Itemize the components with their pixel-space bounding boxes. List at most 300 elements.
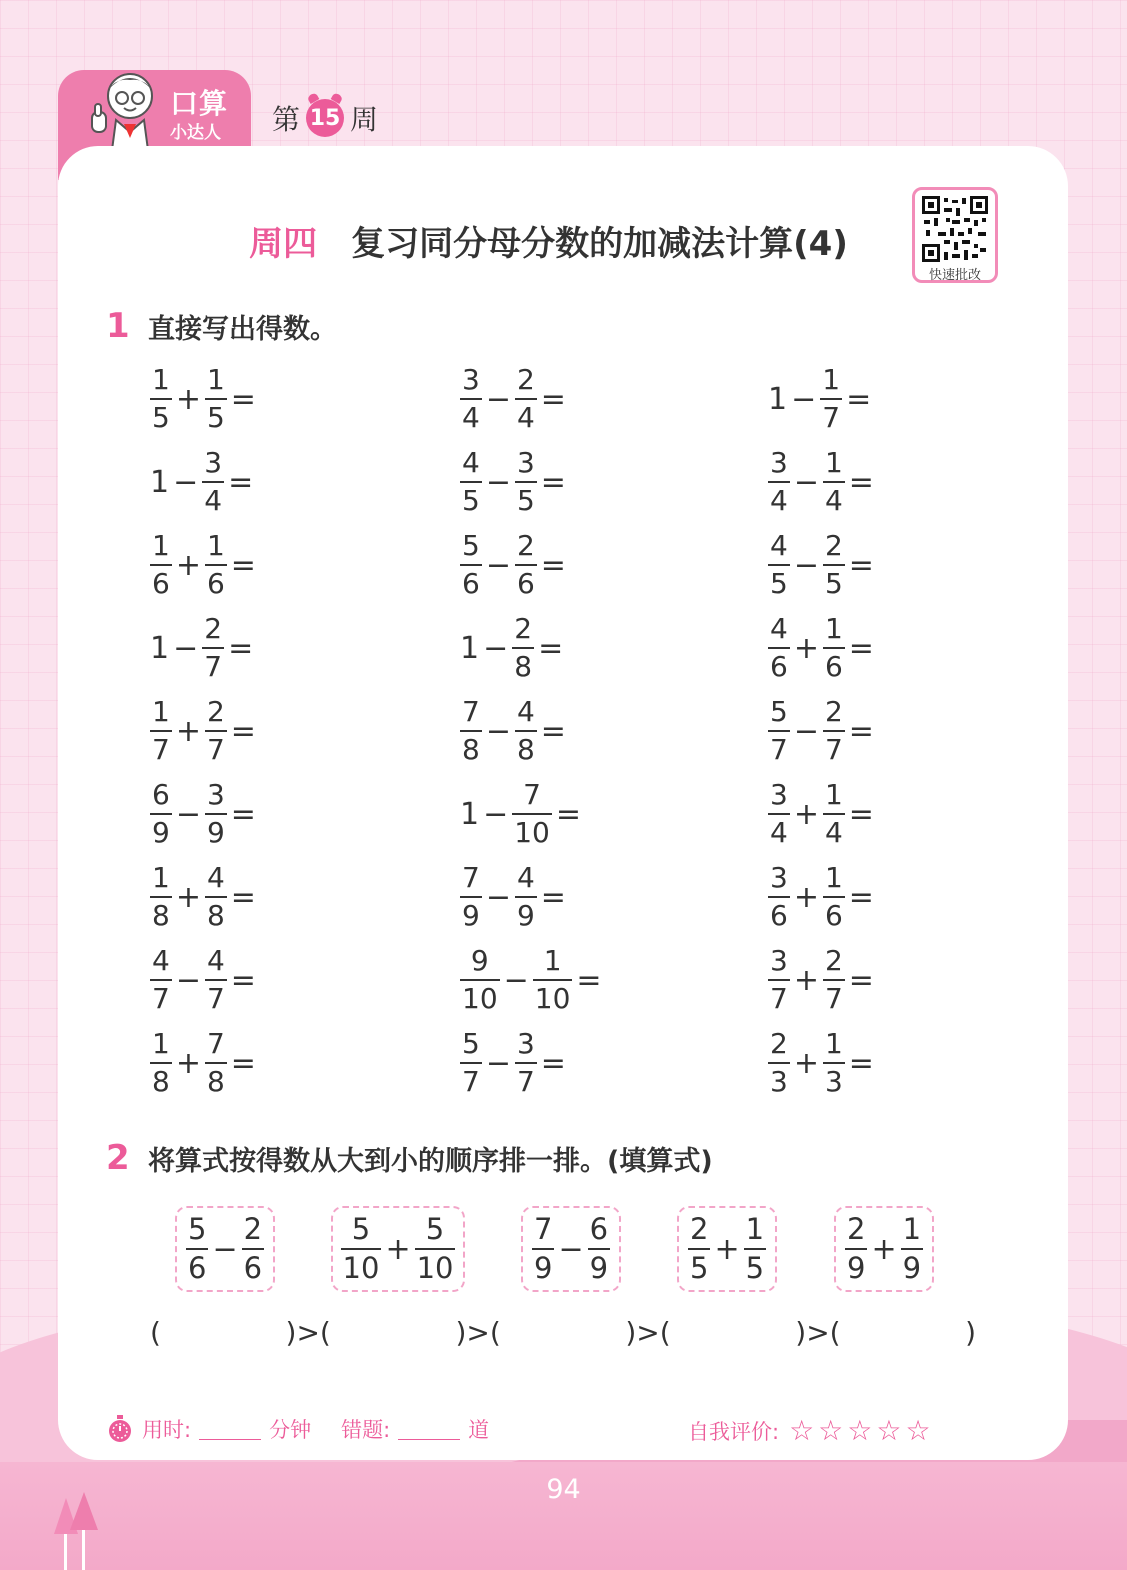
- numerator: 3: [770, 446, 788, 479]
- operator: −: [503, 962, 529, 998]
- operator: +: [175, 879, 201, 915]
- equals-sign: =: [555, 796, 582, 832]
- problem-item[interactable]: [148, 945, 258, 1015]
- expression-option-box: [677, 1206, 777, 1292]
- numerator: 2: [204, 612, 223, 645]
- denominator: 8: [152, 1065, 170, 1098]
- denominator: 6: [187, 1251, 207, 1285]
- expression-option-box: [521, 1206, 621, 1292]
- fraction: [768, 529, 790, 600]
- equals-sign: =: [848, 713, 874, 749]
- whole-number: 1: [460, 796, 480, 832]
- fraction-bar: [823, 813, 845, 815]
- operator: +: [175, 547, 201, 583]
- denominator: 8: [514, 650, 533, 683]
- problem-item[interactable]: [766, 364, 873, 434]
- equals-sign: =: [848, 879, 874, 915]
- fraction: [744, 1212, 766, 1285]
- fraction: [820, 363, 842, 434]
- fraction: [150, 944, 172, 1015]
- fraction: [150, 1027, 172, 1098]
- numerator: 7: [462, 695, 480, 728]
- numerator: 1: [206, 529, 225, 562]
- denominator: 7: [204, 650, 223, 683]
- fraction: [515, 446, 537, 517]
- fraction-bar: [202, 481, 224, 483]
- numerator: 4: [516, 861, 535, 894]
- numerator: 5: [351, 1212, 371, 1246]
- denominator: 9: [206, 816, 225, 849]
- equals-sign: =: [848, 630, 874, 666]
- numerator: 3: [204, 446, 223, 479]
- section-1-instruction: 直接写出得数。: [148, 313, 337, 345]
- problem-item[interactable]: [148, 779, 258, 849]
- operator: −: [485, 464, 511, 500]
- denominator: 10: [534, 982, 571, 1015]
- fraction-bar: [205, 896, 227, 898]
- fraction: [512, 778, 552, 849]
- fraction: [688, 1212, 710, 1285]
- numerator: 1: [152, 363, 170, 396]
- numerator: 3: [462, 363, 480, 396]
- equals-sign: =: [230, 879, 256, 915]
- equals-sign: =: [228, 630, 254, 666]
- fraction-bar: [688, 1248, 710, 1250]
- equals-sign: =: [230, 962, 256, 998]
- fraction: [415, 1212, 456, 1285]
- numerator: 1: [152, 529, 170, 562]
- fraction-bar: [512, 813, 552, 815]
- fraction-bar: [744, 1248, 766, 1250]
- problem-item[interactable]: [458, 613, 565, 683]
- denominator: 4: [770, 484, 788, 517]
- denominator: 6: [770, 650, 788, 683]
- operator: +: [175, 1045, 201, 1081]
- fraction-bar: [823, 564, 845, 566]
- operator: −: [793, 547, 819, 583]
- fraction: [515, 529, 537, 600]
- fraction-bar: [588, 1248, 610, 1250]
- operator: +: [714, 1231, 740, 1267]
- operator: −: [791, 381, 817, 417]
- problem-item[interactable]: [148, 862, 258, 932]
- fraction-bar: [823, 730, 845, 732]
- rating-label: 自我评价:: [688, 1419, 780, 1444]
- fraction: [512, 612, 534, 683]
- fraction: [768, 612, 790, 683]
- fraction: [205, 778, 227, 849]
- denominator: 9: [533, 1251, 553, 1285]
- whole-number: 1: [460, 630, 480, 666]
- numerator: 3: [770, 861, 788, 894]
- operator: +: [793, 879, 819, 915]
- numerator: 4: [770, 529, 788, 562]
- fraction-bar: [820, 398, 842, 400]
- fraction-bar: [768, 979, 790, 981]
- fraction-bar: [150, 398, 172, 400]
- problem-item[interactable]: [766, 945, 876, 1015]
- numerator: 4: [206, 944, 225, 977]
- numerator: 2: [824, 529, 843, 562]
- denominator: 4: [462, 401, 480, 434]
- numerator: 2: [243, 1212, 263, 1246]
- fraction: [768, 446, 790, 517]
- equals-sign: =: [848, 547, 874, 583]
- problem-item[interactable]: [148, 613, 255, 683]
- problem-item[interactable]: [148, 364, 258, 434]
- numerator: 5: [770, 695, 788, 728]
- fraction: [901, 1212, 923, 1285]
- fraction: [150, 861, 172, 932]
- fraction: [150, 778, 172, 849]
- fraction: [532, 1212, 554, 1285]
- equals-sign: =: [848, 962, 874, 998]
- denominator: 4: [516, 401, 535, 434]
- denominator: 6: [824, 650, 843, 683]
- operator: +: [793, 796, 819, 832]
- tab-title: 口算: [170, 87, 229, 120]
- numerator: 6: [589, 1212, 609, 1246]
- fraction-bar: [460, 730, 482, 732]
- operator: −: [212, 1231, 238, 1267]
- numerator: 2: [514, 612, 533, 645]
- fraction-bar: [768, 647, 790, 649]
- fraction: [823, 861, 845, 932]
- fraction-bar: [205, 730, 227, 732]
- denominator: 7: [206, 733, 225, 766]
- equals-sign: =: [848, 1045, 874, 1081]
- operator: −: [485, 1045, 511, 1081]
- denominator: 9: [462, 899, 480, 932]
- fraction: [205, 529, 227, 600]
- time-label: 用时:: [142, 1418, 192, 1442]
- numerator: 5: [187, 1212, 207, 1246]
- numerator: 1: [152, 695, 170, 728]
- numerator: 2: [824, 695, 843, 728]
- fraction-bar: [768, 730, 790, 732]
- fraction-bar: [205, 813, 227, 815]
- fraction-bar: [150, 730, 172, 732]
- numerator: 2: [770, 1027, 788, 1060]
- qr-code-icon: [922, 196, 988, 262]
- fraction: [515, 861, 537, 932]
- fraction-bar: [768, 813, 790, 815]
- fraction: [823, 695, 845, 766]
- fraction: [460, 363, 482, 434]
- operator: +: [793, 630, 819, 666]
- operator: −: [793, 464, 819, 500]
- fraction-bar: [460, 564, 482, 566]
- equals-sign: =: [538, 630, 564, 666]
- denominator: 8: [462, 733, 480, 766]
- operator: −: [558, 1231, 584, 1267]
- operator: +: [793, 962, 819, 998]
- whole-number: 1: [768, 381, 788, 417]
- fraction-bar: [532, 1248, 554, 1250]
- fraction: [768, 695, 790, 766]
- fraction-bar: [768, 564, 790, 566]
- denominator: 3: [824, 1065, 843, 1098]
- fraction: [588, 1212, 610, 1285]
- numerator: 1: [745, 1212, 765, 1246]
- denominator: 3: [770, 1065, 788, 1098]
- problem-item[interactable]: [148, 696, 258, 766]
- operator: −: [485, 713, 511, 749]
- fraction: [205, 695, 227, 766]
- problem-item[interactable]: [766, 696, 876, 766]
- fraction-bar: [150, 813, 172, 815]
- problem-item[interactable]: [458, 696, 568, 766]
- problem-item[interactable]: [766, 779, 876, 849]
- numerator: 2: [516, 363, 535, 396]
- expression-option-box: [175, 1206, 275, 1292]
- fraction-bar: [901, 1248, 923, 1250]
- fraction-bar: [460, 481, 482, 483]
- fraction: [150, 363, 172, 434]
- problem-item[interactable]: [766, 1028, 876, 1098]
- fraction: [823, 446, 845, 517]
- denominator: 7: [822, 401, 841, 434]
- denominator: 6: [206, 567, 225, 600]
- denominator: 7: [152, 982, 170, 1015]
- fraction-bar: [823, 481, 845, 483]
- fraction-bar: [150, 564, 172, 566]
- page-number: 94: [546, 1474, 581, 1505]
- fraction-bar: [515, 481, 537, 483]
- qr-code-box[interactable]: [912, 187, 998, 283]
- fraction-bar: [186, 1248, 208, 1250]
- qr-caption: 快速批改: [928, 268, 981, 283]
- denominator: 8: [206, 899, 225, 932]
- fraction: [823, 1027, 845, 1098]
- operator: −: [485, 879, 511, 915]
- fraction: [150, 695, 172, 766]
- numerator: 1: [206, 363, 225, 396]
- operator: −: [173, 630, 199, 666]
- operator: −: [175, 962, 201, 998]
- numerator: 2: [824, 944, 843, 977]
- fraction: [150, 529, 172, 600]
- fraction: [845, 1212, 867, 1285]
- equals-sign: =: [540, 713, 566, 749]
- denominator: 5: [152, 401, 170, 434]
- denominator: 9: [589, 1251, 609, 1285]
- section-1-heading: [106, 306, 337, 346]
- ordering-answer-row[interactable]: ( )>( )>( )>( )>( ): [150, 1316, 977, 1349]
- denominator: 10: [416, 1251, 454, 1285]
- section-2-instruction: 将算式按得数从大到小的顺序排一排。(填算式): [148, 1145, 713, 1177]
- fraction-bar: [515, 896, 537, 898]
- denominator: 7: [152, 733, 170, 766]
- numerator: 3: [516, 1027, 535, 1060]
- problem-item[interactable]: [766, 530, 876, 600]
- fraction-bar: [823, 979, 845, 981]
- problem-item[interactable]: [148, 530, 258, 600]
- errors-label: 错题:: [341, 1418, 391, 1442]
- week-number-badge: 15: [306, 99, 344, 137]
- denominator: 7: [770, 733, 788, 766]
- operator: +: [793, 1045, 819, 1081]
- errors-blank[interactable]: [398, 1418, 460, 1440]
- problem-item[interactable]: [458, 945, 604, 1015]
- equals-sign: =: [230, 547, 256, 583]
- problem-item[interactable]: [766, 613, 876, 683]
- operator: −: [793, 713, 819, 749]
- numerator: 1: [902, 1212, 922, 1246]
- fraction-bar: [515, 398, 537, 400]
- denominator: 9: [902, 1251, 922, 1285]
- footer-time: [106, 1414, 489, 1444]
- fraction-bar: [515, 730, 537, 732]
- mascot-icon: [78, 68, 166, 150]
- fraction: [205, 1027, 227, 1098]
- whole-number: 1: [150, 630, 170, 666]
- denominator: 8: [206, 1065, 225, 1098]
- denominator: 9: [846, 1251, 866, 1285]
- fraction: [768, 861, 790, 932]
- problem-item[interactable]: [148, 447, 255, 517]
- fraction: [186, 1212, 208, 1285]
- denominator: 5: [770, 567, 788, 600]
- numerator: 3: [206, 778, 225, 811]
- denominator: 4: [824, 816, 843, 849]
- equals-sign: =: [540, 547, 566, 583]
- problem-item[interactable]: [458, 447, 568, 517]
- equals-sign: =: [230, 381, 256, 417]
- fraction: [515, 695, 537, 766]
- operator: −: [485, 381, 511, 417]
- equals-sign: =: [576, 962, 602, 998]
- problem-item[interactable]: [458, 364, 568, 434]
- numerator: 5: [425, 1212, 445, 1246]
- fraction-bar: [823, 647, 845, 649]
- denominator: 10: [342, 1251, 380, 1285]
- fraction-bar: [415, 1248, 456, 1250]
- numerator: 2: [846, 1212, 866, 1246]
- problem-item[interactable]: [458, 1028, 568, 1098]
- problem-item[interactable]: [148, 1028, 258, 1098]
- denominator: 9: [152, 816, 170, 849]
- problem-item[interactable]: [458, 862, 568, 932]
- operator: +: [385, 1231, 411, 1267]
- numerator: 2: [206, 695, 225, 728]
- denominator: 5: [462, 484, 480, 517]
- fraction-bar: [460, 979, 500, 981]
- numerator: 7: [462, 861, 480, 894]
- denominator: 10: [462, 982, 498, 1015]
- denominator: 5: [745, 1251, 765, 1285]
- tree-icon: [52, 1492, 100, 1570]
- fraction: [460, 861, 482, 932]
- fraction-bar: [150, 896, 172, 898]
- numerator: 1: [824, 612, 843, 645]
- numerator: 3: [516, 446, 535, 479]
- expression-option-box: [331, 1206, 465, 1292]
- fraction: [515, 1027, 537, 1098]
- problem-item[interactable]: [766, 862, 876, 932]
- denominator: 4: [204, 484, 223, 517]
- denominator: 5: [206, 401, 225, 434]
- fraction-bar: [512, 647, 534, 649]
- equals-sign: =: [228, 464, 254, 500]
- equals-sign: =: [846, 381, 872, 417]
- numerator: 9: [470, 944, 489, 977]
- fraction: [768, 944, 790, 1015]
- rating-stars[interactable]: ☆☆☆☆☆: [789, 1414, 935, 1447]
- numerator: 4: [462, 446, 480, 479]
- numerator: 5: [462, 1027, 480, 1060]
- fraction-bar: [845, 1248, 867, 1250]
- fraction: [460, 695, 482, 766]
- time-unit: 分钟: [269, 1418, 312, 1442]
- numerator: 2: [516, 529, 535, 562]
- numerator: 1: [152, 1027, 170, 1060]
- fraction-bar: [205, 398, 227, 400]
- denominator: 5: [689, 1251, 709, 1285]
- fraction: [460, 529, 482, 600]
- denominator: 5: [824, 567, 843, 600]
- tab-subtitle: 小达人: [170, 123, 221, 143]
- numerator: 4: [206, 861, 225, 894]
- fraction-bar: [533, 979, 573, 981]
- numerator: 1: [824, 1027, 843, 1060]
- fraction: [205, 363, 227, 434]
- denominator: 7: [770, 982, 788, 1015]
- equals-sign: =: [540, 381, 566, 417]
- equals-sign: =: [540, 879, 566, 915]
- fraction: [341, 1212, 382, 1285]
- operator: −: [483, 630, 509, 666]
- operator: −: [173, 464, 199, 500]
- problem-item[interactable]: [766, 447, 876, 517]
- fraction-bar: [205, 979, 227, 981]
- denominator: 6: [770, 899, 788, 932]
- numerator: 6: [152, 778, 170, 811]
- fraction-bar: [515, 1062, 537, 1064]
- denominator: 5: [516, 484, 535, 517]
- fraction: [823, 944, 845, 1015]
- problem-item[interactable]: [458, 530, 568, 600]
- denominator: 8: [152, 899, 170, 932]
- operator: +: [175, 381, 201, 417]
- numerator: 1: [824, 778, 843, 811]
- numerator: 3: [770, 944, 788, 977]
- footer-rating: [688, 1414, 935, 1447]
- denominator: 7: [462, 1065, 480, 1098]
- fraction: [823, 529, 845, 600]
- problem-item[interactable]: [458, 779, 583, 849]
- operator: −: [175, 796, 201, 832]
- fraction-bar: [768, 1062, 790, 1064]
- fraction-bar: [150, 1062, 172, 1064]
- denominator: 4: [770, 816, 788, 849]
- section-2-heading: [106, 1138, 713, 1178]
- fraction: [202, 612, 224, 683]
- equals-sign: =: [540, 1045, 566, 1081]
- week-suffix: 周: [350, 103, 379, 136]
- operator: −: [485, 547, 511, 583]
- fraction: [205, 944, 227, 1015]
- whole-number: 1: [150, 464, 170, 500]
- denominator: 6: [152, 567, 170, 600]
- denominator: 6: [243, 1251, 263, 1285]
- fraction-bar: [205, 564, 227, 566]
- time-blank[interactable]: [199, 1418, 261, 1440]
- section-1-number: 1: [106, 306, 130, 346]
- denominator: 7: [516, 1065, 535, 1098]
- fraction: [768, 778, 790, 849]
- numerator: 1: [543, 944, 562, 977]
